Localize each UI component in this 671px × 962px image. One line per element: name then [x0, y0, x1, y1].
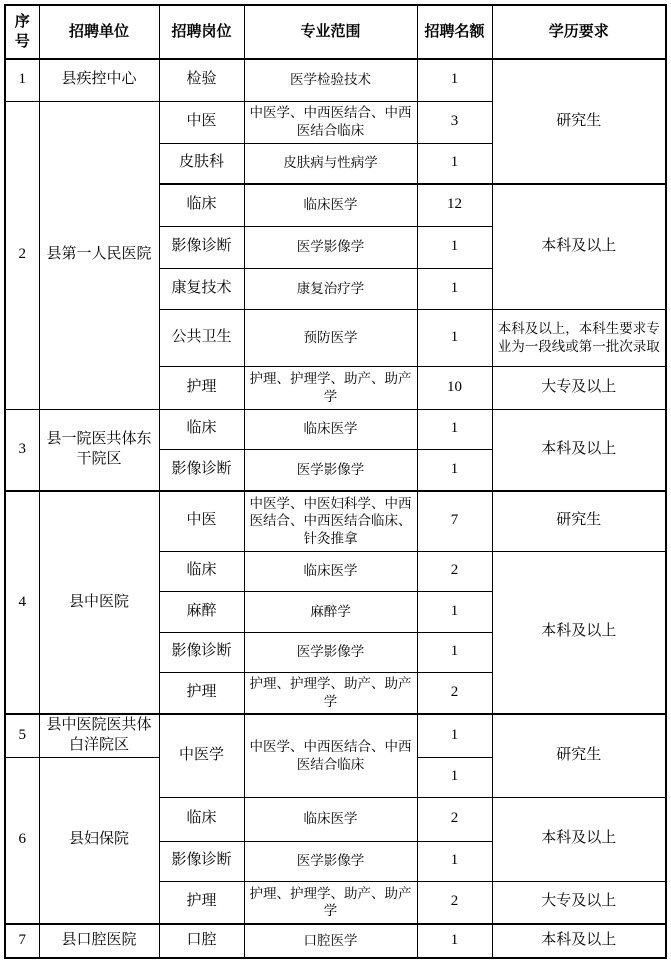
cell-quota: 1 [417, 226, 492, 268]
cell-major: 医学检验技术 [244, 59, 417, 101]
cell-major: 护理、护理学、助产、助产学 [244, 366, 417, 409]
cell-major: 临床医学 [244, 551, 417, 591]
cell-unit: 县妇保院 [39, 757, 159, 924]
cell-major: 护理、护理学、助产、助产学 [244, 672, 417, 714]
cell-major: 麻醉学 [244, 591, 417, 632]
cell-quota: 1 [417, 714, 492, 757]
cell-major: 预防医学 [244, 309, 417, 366]
header-seq: 序号 [5, 5, 39, 59]
cell-quota: 2 [417, 881, 492, 924]
cell-major: 护理、护理学、助产、助产学 [244, 881, 417, 924]
cell-education: 本科及以上，本科生要求专业为一段线或第一批次录取 [492, 309, 666, 366]
cell-quota: 1 [417, 59, 492, 101]
table-row [5, 714, 666, 757]
cell-major: 临床医学 [244, 409, 417, 449]
table-row [5, 59, 666, 101]
cell-quota: 1 [417, 268, 492, 309]
cell-education: 本科及以上 [492, 184, 666, 309]
cell-quota: 1 [417, 449, 492, 491]
recruitment-table [4, 4, 667, 959]
cell-quota: 1 [417, 143, 492, 184]
cell-education: 大专及以上 [492, 366, 666, 409]
cell-quota: 7 [417, 491, 492, 551]
cell-major: 临床医学 [244, 797, 417, 841]
cell-position: 临床 [159, 551, 244, 591]
cell-position: 检验 [159, 59, 244, 101]
cell-major: 医学影像学 [244, 226, 417, 268]
cell-position: 护理 [159, 672, 244, 714]
cell-position: 护理 [159, 881, 244, 924]
table-row [5, 491, 666, 551]
cell-education: 本科及以上 [492, 924, 666, 958]
cell-education: 研究生 [492, 714, 666, 797]
cell-major: 口腔医学 [244, 924, 417, 958]
header-position: 招聘岗位 [159, 5, 244, 59]
cell-unit: 县中医院 [39, 491, 159, 714]
cell-unit: 县第一人民医院 [39, 101, 159, 409]
cell-quota: 2 [417, 797, 492, 841]
header-quota: 招聘名额 [417, 5, 492, 59]
cell-education: 本科及以上 [492, 551, 666, 714]
cell-quota: 2 [417, 551, 492, 591]
cell-position: 康复技术 [159, 268, 244, 309]
cell-major: 中医学、中西医结合、中西医结合临床 [244, 714, 417, 797]
cell-quota: 1 [417, 632, 492, 672]
cell-position: 临床 [159, 409, 244, 449]
cell-education: 研究生 [492, 491, 666, 551]
cell-position: 中医学 [159, 714, 244, 797]
table-row [5, 409, 666, 449]
cell-position: 影像诊断 [159, 226, 244, 268]
cell-position: 公共卫生 [159, 309, 244, 366]
cell-unit: 县一院医共体东干院区 [39, 409, 159, 491]
cell-quota: 10 [417, 366, 492, 409]
cell-quota: 12 [417, 184, 492, 226]
cell-position: 麻醉 [159, 591, 244, 632]
cell-major: 医学影像学 [244, 449, 417, 491]
cell-major: 医学影像学 [244, 841, 417, 881]
cell-major: 临床医学 [244, 184, 417, 226]
cell-seq: 3 [5, 409, 39, 491]
header-major: 专业范围 [244, 5, 417, 59]
cell-major: 皮肤病与性病学 [244, 143, 417, 184]
cell-position: 临床 [159, 797, 244, 841]
cell-seq: 1 [5, 59, 39, 101]
cell-major: 中医学、中医妇科学、中西医结合、中西医结合临床、针灸推拿 [244, 491, 417, 551]
cell-seq: 2 [5, 101, 39, 409]
cell-quota: 2 [417, 672, 492, 714]
cell-unit: 县疾控中心 [39, 59, 159, 101]
cell-education: 本科及以上 [492, 409, 666, 491]
cell-position: 中医 [159, 101, 244, 143]
cell-quota: 1 [417, 841, 492, 881]
cell-education: 研究生 [492, 59, 666, 184]
cell-seq: 4 [5, 491, 39, 714]
cell-seq: 6 [5, 757, 39, 924]
header-education: 学历要求 [492, 5, 666, 59]
cell-position: 影像诊断 [159, 449, 244, 491]
cell-education: 大专及以上 [492, 881, 666, 924]
cell-major: 康复治疗学 [244, 268, 417, 309]
cell-unit: 县口腔医院 [39, 924, 159, 958]
cell-quota: 1 [417, 591, 492, 632]
cell-education: 本科及以上 [492, 797, 666, 881]
header-unit: 招聘单位 [39, 5, 159, 59]
cell-position: 影像诊断 [159, 632, 244, 672]
cell-major: 医学影像学 [244, 632, 417, 672]
table-row [5, 924, 666, 958]
cell-unit: 县中医院医共体白洋院区 [39, 714, 159, 757]
cell-position: 临床 [159, 184, 244, 226]
cell-major: 中医学、中西医结合、中西医结合临床 [244, 101, 417, 143]
cell-position: 影像诊断 [159, 841, 244, 881]
cell-quota: 3 [417, 101, 492, 143]
cell-position: 皮肤科 [159, 143, 244, 184]
cell-quota: 1 [417, 309, 492, 366]
cell-quota: 1 [417, 409, 492, 449]
cell-seq: 7 [5, 924, 39, 958]
cell-position: 护理 [159, 366, 244, 409]
cell-quota: 1 [417, 924, 492, 958]
cell-position: 口腔 [159, 924, 244, 958]
cell-quota: 1 [417, 757, 492, 797]
header-row [5, 5, 666, 59]
cell-seq: 5 [5, 714, 39, 757]
cell-position: 中医 [159, 491, 244, 551]
